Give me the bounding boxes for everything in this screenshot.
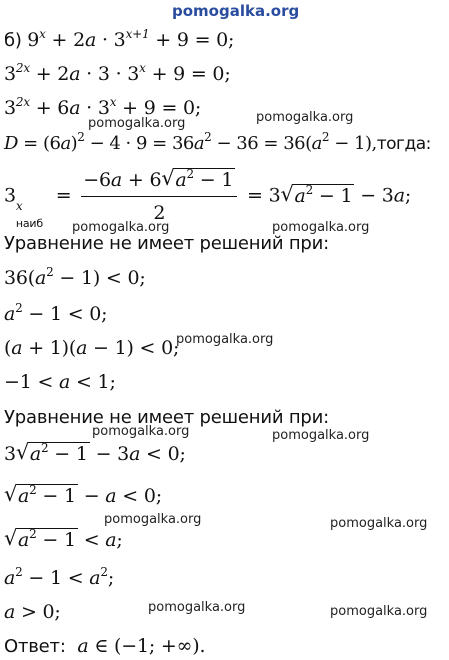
inequality-line-4: −1 < a < 1; bbox=[4, 371, 116, 393]
answer-line: Ответ: a ∈ (−1; +∞). bbox=[4, 635, 206, 657]
watermark: pomogalka.org bbox=[72, 220, 170, 235]
text-no-solutions-2: Уравнение не имеет решений при: bbox=[4, 407, 330, 428]
text-no-solutions-1: Уравнение не имеет решений при: bbox=[4, 233, 330, 254]
equation-line-1: б) $9^x + 2a \cdot 3^{x+1} + 9 = 0$; bbox=[4, 27, 235, 51]
max-root-line: 3 x наиб = $\frac{-6a + 6√ a^2 - 1}{2}$ = 3√ $a^2 - 1 - 3a$; bbox=[4, 166, 411, 227]
watermark: pomogalka.org bbox=[92, 424, 190, 439]
inequality-line-7: √ $a^2 - 1 < a$; bbox=[4, 528, 123, 552]
watermark-top: pomogalka.org bbox=[172, 2, 300, 20]
fraction: $\frac{-6a + 6√ a^2 - 1}{2}$ bbox=[81, 166, 237, 227]
discriminant-line: $D = (6a)^2 - 4 \cdot 9 = 36a^2 - 36 = 36(a^2$ − 1),тогда: bbox=[4, 130, 431, 154]
inequality-line-1: $36(a^2 - 1) < 0$; bbox=[4, 265, 146, 289]
inequality-line-8: $a^2 - 1 < a^2$; bbox=[4, 565, 115, 589]
inequality-line-2: $a^2 - 1 < 0$; bbox=[4, 301, 108, 325]
equation-line-3: $3^{2x} + 6a \cdot 3^x + 9 = 0$; bbox=[4, 95, 202, 119]
watermark: pomogalka.org bbox=[272, 220, 370, 235]
inequality-line-6: √ $a^2 - 1 - a < 0$; bbox=[4, 484, 162, 508]
watermark: pomogalka.org bbox=[88, 116, 186, 131]
watermark: pomogalka.org bbox=[148, 600, 246, 615]
watermark: pomogalka.org bbox=[272, 428, 370, 443]
watermark: pomogalka.org bbox=[104, 512, 202, 527]
equation-line-2: $3^{2x} + 2a \cdot 3 \cdot 3^x + 9 = 0$; bbox=[4, 61, 231, 85]
watermark: pomogalka.org bbox=[330, 604, 428, 619]
watermark: pomogalka.org bbox=[256, 110, 354, 125]
watermark: pomogalka.org bbox=[176, 332, 274, 347]
watermark: pomogalka.org bbox=[330, 516, 428, 531]
inequality-line-3: (a + 1)(a − 1) < 0; bbox=[4, 337, 180, 359]
inequality-line-5: 3√ $a^2 - 1 - 3a < 0$; bbox=[4, 442, 186, 466]
inequality-line-9: a > 0; bbox=[4, 601, 61, 623]
